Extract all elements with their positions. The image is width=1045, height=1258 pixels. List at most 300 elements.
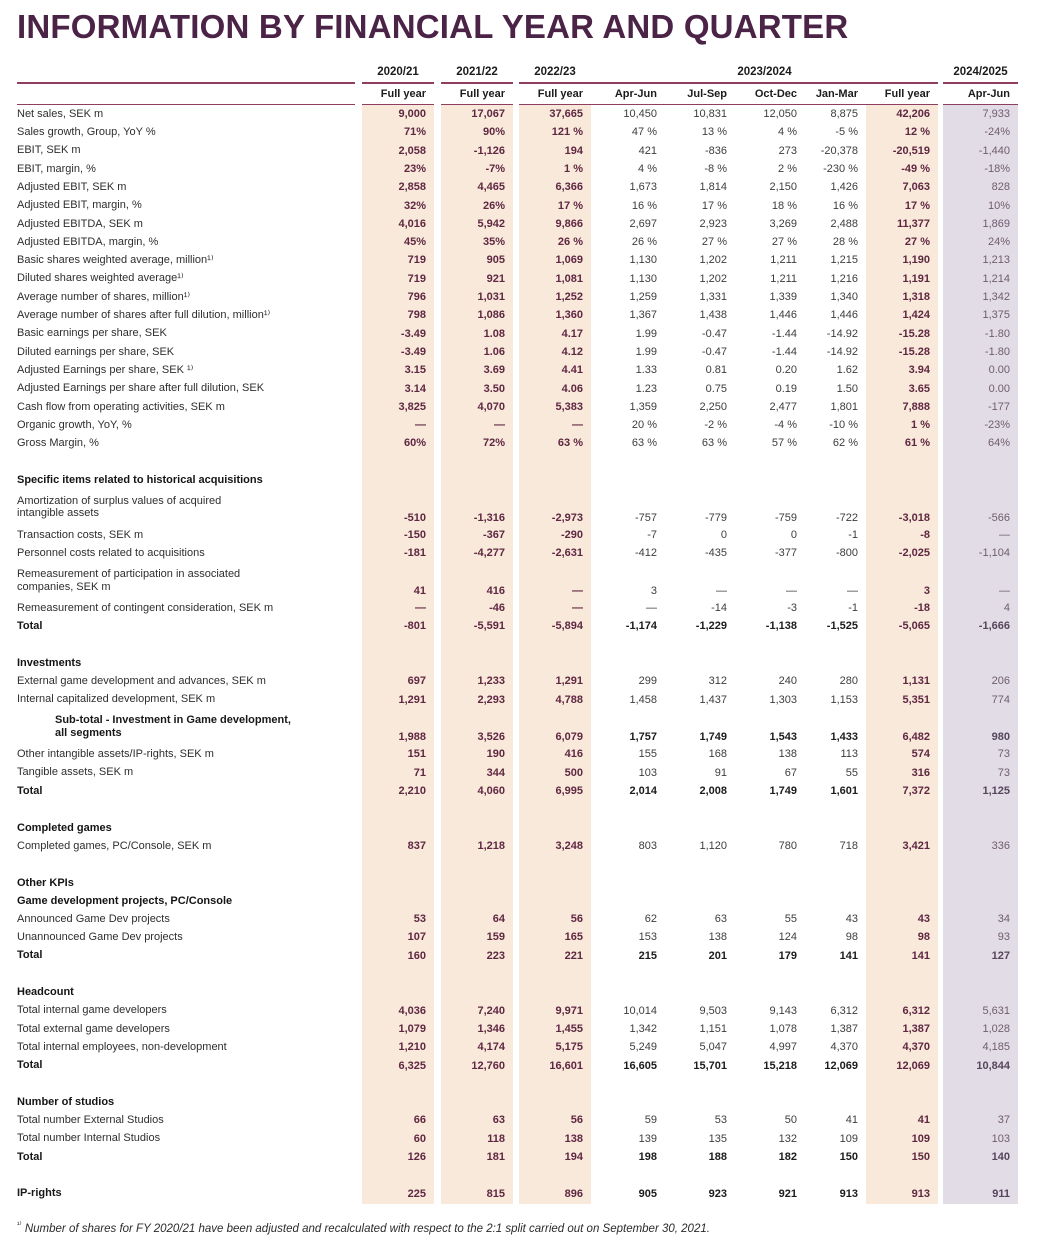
- header-year-2023-2024: 2023/2024: [591, 66, 938, 84]
- cell-value: 10,831: [693, 108, 727, 121]
- cell-value: 60%: [403, 437, 426, 450]
- cell-value: 107: [407, 931, 426, 944]
- cell-value: 299: [638, 675, 657, 688]
- cell-value: 4,070: [477, 400, 505, 413]
- cell-value: 921: [778, 1187, 797, 1200]
- cell-value: 7,372: [902, 785, 930, 798]
- cell-value: 179: [778, 949, 797, 962]
- cell-value: -800: [835, 547, 858, 560]
- cell-value: -14.92: [826, 345, 858, 358]
- table-row: [0, 1184, 1045, 1202]
- cell-value: 62: [644, 913, 657, 926]
- table-row: [0, 233, 1045, 251]
- cell-value: 344: [486, 766, 505, 779]
- cell-value: -15.28: [898, 327, 930, 340]
- cell-value: 61 %: [904, 437, 930, 450]
- cell-value: 2,210: [398, 785, 426, 798]
- section-title: Completed games: [17, 821, 112, 834]
- cell-value: —: [494, 419, 505, 432]
- table-row: [0, 123, 1045, 141]
- cell-value: 2,858: [398, 181, 426, 194]
- header-period-fy-2021-22: Full year: [441, 88, 513, 105]
- cell-value: 165: [564, 931, 583, 944]
- table-row: [0, 599, 1045, 617]
- cell-value: 796: [407, 291, 426, 304]
- cell-value: 27 %: [701, 236, 727, 249]
- row-label: Cash flow from operating activities, SEK m: [17, 400, 225, 413]
- cell-value: 3.69: [483, 364, 505, 377]
- cell-value: 1,125: [982, 785, 1010, 798]
- cell-value: 3.94: [908, 364, 930, 377]
- cell-value: 0.00: [988, 382, 1010, 395]
- cell-value: 10,844: [976, 1059, 1010, 1072]
- table-row: [0, 544, 1045, 562]
- section-title: Game development projects, PC/Console: [17, 894, 233, 907]
- cell-value: 71%: [403, 126, 426, 139]
- cell-value: 3,421: [902, 839, 930, 852]
- row-label: Other intangible assets/IP-rights, SEK m: [17, 748, 214, 761]
- cell-value: 132: [778, 1132, 797, 1145]
- cell-value: 1,340: [830, 291, 858, 304]
- table-row: [0, 910, 1045, 928]
- cell-value: —: [415, 419, 426, 432]
- header-period-fy-2023-24: Full year: [884, 87, 930, 100]
- cell-value: 63 %: [701, 437, 727, 450]
- table-row: [0, 196, 1045, 214]
- row-label: Gross Margin, %: [17, 437, 99, 450]
- cell-value: —: [999, 584, 1010, 597]
- cell-value: -150: [403, 528, 426, 541]
- cell-value: -15.28: [898, 345, 930, 358]
- cell-value: 9,503: [699, 1004, 727, 1017]
- cell-value: 35%: [482, 236, 505, 249]
- cell-value: 1,749: [769, 785, 797, 798]
- cell-value: 10%: [987, 199, 1010, 212]
- cell-value: 1,202: [699, 272, 727, 285]
- cell-value: 1.33: [635, 364, 657, 377]
- cell-value: 1,346: [477, 1022, 505, 1035]
- cell-value: 1,367: [629, 309, 657, 322]
- cell-value: 63 %: [631, 437, 657, 450]
- cell-value: -18: [914, 602, 930, 615]
- row-label: Adjusted EBIT, margin, %: [17, 199, 142, 212]
- row-label: Unannounced Game Dev projects: [17, 931, 183, 944]
- section-header-row: [0, 983, 1045, 1001]
- cell-value: 911: [992, 1187, 1010, 1200]
- header-period-apr-jun-2024: Apr-Jun: [943, 88, 1018, 105]
- table-row: [0, 1020, 1045, 1038]
- cell-value: 3,526: [477, 731, 505, 744]
- cell-value: 1,433: [830, 731, 858, 744]
- cell-value: 421: [638, 144, 657, 157]
- cell-value: 1,387: [830, 1022, 858, 1035]
- cell-value: 109: [911, 1132, 930, 1145]
- cell-value: 1,437: [699, 693, 727, 706]
- cell-value: 5,249: [629, 1041, 657, 1054]
- cell-value: 718: [839, 839, 858, 852]
- cell-value: -1: [848, 528, 858, 541]
- cell-value: 17 %: [904, 199, 930, 212]
- cell-value: 4.06: [561, 382, 583, 395]
- cell-value: -7: [647, 528, 657, 541]
- cell-value: —: [999, 528, 1010, 541]
- cell-value: -3.49: [400, 327, 426, 340]
- cell-value: 43: [845, 913, 858, 926]
- table-row: [0, 782, 1045, 800]
- cell-value: 4,185: [982, 1041, 1010, 1054]
- table-row: [0, 1056, 1045, 1074]
- table-row: [0, 672, 1045, 690]
- table-row: [0, 142, 1045, 160]
- cell-value: 1,191: [902, 272, 930, 285]
- cell-value: 41: [917, 1114, 930, 1127]
- cell-value: -5,065: [898, 620, 930, 633]
- cell-value: 1,216: [830, 272, 858, 285]
- section-header-row: [0, 873, 1045, 891]
- table-body: [0, 105, 1045, 1204]
- cell-value: 1.23: [635, 382, 657, 395]
- cell-value: 6,366: [555, 181, 583, 194]
- cell-value: 16 %: [631, 199, 657, 212]
- row-label: Completed games, PC/Console, SEK m: [17, 839, 212, 852]
- cell-value: 1,233: [477, 675, 505, 688]
- cell-value: 1,601: [830, 785, 858, 798]
- cell-value: 2,293: [477, 693, 505, 706]
- header-period-jul-sep: Jul-Sep: [687, 87, 727, 100]
- cell-value: 6,325: [398, 1059, 426, 1072]
- cell-value: -24%: [984, 126, 1010, 139]
- cell-value: 1.62: [836, 364, 858, 377]
- cell-value: -0.47: [701, 345, 727, 358]
- cell-value: 1,130: [629, 272, 657, 285]
- cell-value: 9,866: [555, 217, 583, 230]
- row-label: Announced Game Dev projects: [17, 912, 170, 925]
- cell-value: 73: [997, 748, 1010, 761]
- cell-value: -1.44: [771, 345, 797, 358]
- cell-value: 5,942: [477, 217, 505, 230]
- cell-value: -49 %: [901, 162, 930, 175]
- row-label: IP-rights: [17, 1187, 62, 1200]
- cell-value: 1,375: [982, 309, 1010, 322]
- cell-value: 2,058: [398, 144, 426, 157]
- cell-value: 16 %: [832, 199, 858, 212]
- cell-value: -1,525: [826, 620, 858, 633]
- cell-value: -4 %: [774, 419, 797, 432]
- table-row: [0, 306, 1045, 324]
- cell-value: 1,214: [982, 272, 1010, 285]
- section-header-row: [0, 892, 1045, 910]
- cell-value: 3.14: [404, 382, 426, 395]
- section-header-row: [0, 819, 1045, 837]
- table-row: [0, 1130, 1045, 1148]
- cell-value: 10,014: [623, 1004, 657, 1017]
- cell-value: 719: [407, 254, 426, 267]
- cell-value: 188: [708, 1151, 727, 1164]
- header-year-2024-2025: 2024/2025: [943, 66, 1018, 84]
- cell-value: 4,174: [477, 1041, 505, 1054]
- cell-value: 71: [413, 766, 426, 779]
- header-year-2021-22: 2021/22: [441, 66, 513, 84]
- cell-value: 9,143: [769, 1004, 797, 1017]
- cell-value: -1,316: [473, 511, 505, 524]
- cell-value: 113: [840, 748, 858, 761]
- table-header-year-row: [0, 61, 1045, 84]
- cell-value: 59: [644, 1114, 657, 1127]
- cell-value: 4,997: [769, 1041, 797, 1054]
- row-label: Adjusted EBITDA, margin, %: [17, 235, 159, 248]
- table-row: [0, 434, 1045, 452]
- cell-value: 135: [708, 1132, 727, 1145]
- row-label: Sub-total - Investment in Game development, all segments: [55, 714, 291, 740]
- cell-value: 3,269: [769, 217, 797, 230]
- cell-value: 1,360: [555, 309, 583, 322]
- cell-value: 26%: [482, 199, 505, 212]
- row-label: Personnel costs related to acquisitions: [17, 546, 205, 559]
- cell-value: 7,888: [902, 400, 930, 413]
- table-row: [0, 489, 1045, 526]
- cell-value: 2,923: [699, 217, 727, 230]
- cell-value: 1,339: [769, 291, 797, 304]
- cell-value: 4,788: [555, 693, 583, 706]
- cell-value: 12,050: [763, 108, 797, 121]
- report-page: [0, 9, 1045, 1258]
- cell-value: 23%: [403, 162, 426, 175]
- cell-value: 17 %: [557, 199, 583, 212]
- row-label: Internal capitalized development, SEK m: [17, 693, 216, 706]
- cell-value: 15,701: [693, 1059, 727, 1072]
- cell-value: -722: [835, 511, 858, 524]
- cell-value: -759: [774, 511, 797, 524]
- cell-value: -46: [489, 602, 505, 615]
- cell-value: 1 %: [911, 419, 930, 432]
- cell-value: -177: [987, 400, 1010, 413]
- cell-value: 1,210: [398, 1041, 426, 1054]
- row-label: Adjusted EBITDA, SEK m: [17, 217, 143, 230]
- cell-value: 905: [486, 254, 505, 267]
- table-row: [0, 288, 1045, 306]
- header-period-jan-mar: Jan-Mar: [815, 87, 858, 100]
- row-label: Basic shares weighted average, million¹⁾: [17, 254, 214, 267]
- cell-value: -5,894: [551, 620, 583, 633]
- cell-value: 24%: [987, 236, 1010, 249]
- cell-value: 1,218: [477, 839, 505, 852]
- cell-value: 1.99: [635, 327, 657, 340]
- cell-value: -1,174: [625, 620, 657, 633]
- cell-value: 15,218: [763, 1059, 797, 1072]
- cell-value: 41: [845, 1114, 858, 1127]
- cell-value: 53: [714, 1114, 727, 1127]
- cell-value: 64: [492, 913, 505, 926]
- cell-value: 0.81: [705, 364, 727, 377]
- cell-value: 139: [638, 1132, 657, 1145]
- cell-value: 5,175: [555, 1041, 583, 1054]
- section-title: Number of studios: [17, 1096, 115, 1109]
- cell-value: 1,202: [699, 254, 727, 267]
- cell-value: 141: [911, 949, 930, 962]
- cell-value: 43: [917, 913, 930, 926]
- cell-value: 0.19: [775, 382, 797, 395]
- cell-value: 1,446: [830, 309, 858, 322]
- cell-value: 7,933: [982, 108, 1010, 121]
- cell-value: 0.75: [705, 382, 727, 395]
- cell-value: 803: [638, 839, 657, 852]
- cell-value: 574: [911, 748, 930, 761]
- cell-value: 312: [708, 675, 727, 688]
- table-row: [0, 562, 1045, 599]
- footnote-marker: ¹⁾: [17, 1219, 22, 1229]
- cell-value: 2,488: [830, 217, 858, 230]
- row-label: Adjusted Earnings per share, SEK ¹⁾: [17, 363, 194, 376]
- cell-value: 3,248: [555, 839, 583, 852]
- cell-value: 240: [778, 675, 797, 688]
- cell-value: 1,130: [629, 254, 657, 267]
- table-row: [0, 215, 1045, 233]
- cell-value: -1,666: [978, 620, 1010, 633]
- cell-value: 1,291: [555, 675, 583, 688]
- cell-value: 1 %: [564, 162, 583, 175]
- cell-value: 4: [1003, 602, 1010, 615]
- cell-value: 201: [708, 949, 727, 962]
- cell-value: 500: [564, 766, 583, 779]
- header-period-oct-dec: Oct-Dec: [754, 87, 797, 100]
- cell-value: 1,869: [982, 217, 1010, 230]
- cell-value: 98: [917, 931, 930, 944]
- cell-value: 153: [638, 931, 657, 944]
- table-row: [0, 526, 1045, 544]
- cell-value: 1.50: [836, 382, 858, 395]
- cell-value: -5,591: [473, 620, 505, 633]
- cell-value: 12,760: [471, 1059, 505, 1072]
- cell-value: 837: [407, 839, 426, 852]
- header-period-fy-2020-21: Full year: [362, 88, 434, 105]
- header-label-spacer: [17, 82, 355, 84]
- cell-value: 42,206: [896, 108, 930, 121]
- cell-value: 1,028: [982, 1022, 1010, 1035]
- cell-value: 56: [570, 913, 583, 926]
- cell-value: 4,060: [477, 785, 505, 798]
- cell-value: 93: [997, 931, 1010, 944]
- cell-value: 32%: [403, 199, 426, 212]
- cell-value: 1,801: [830, 400, 858, 413]
- cell-value: 1,673: [629, 181, 657, 194]
- row-label: Total number Internal Studios: [17, 1132, 161, 1145]
- table-row: [0, 745, 1045, 763]
- cell-value: 194: [564, 144, 583, 157]
- cell-value: 6,079: [555, 731, 583, 744]
- cell-value: -230 %: [823, 162, 858, 175]
- table-row: [0, 379, 1045, 397]
- cell-value: 4.17: [561, 327, 583, 340]
- cell-value: 103: [991, 1132, 1010, 1145]
- cell-value: 1,120: [699, 839, 727, 852]
- cell-value: -0.47: [701, 327, 727, 340]
- cell-value: 416: [564, 748, 583, 761]
- cell-value: -8 %: [704, 162, 727, 175]
- row-label: Total external game developers: [17, 1022, 170, 1035]
- cell-value: 11,377: [896, 217, 930, 230]
- cell-value: -779: [704, 511, 727, 524]
- cell-value: 1,291: [398, 693, 426, 706]
- footnote: [17, 1220, 1045, 1235]
- cell-value: 109: [839, 1132, 858, 1145]
- footnote-text: Number of shares for FY 2020/21 have been adjusted and recalculated with respect to the 2:1 split carried out on September 30, 2021.: [24, 1222, 710, 1235]
- cell-value: 1,153: [830, 693, 858, 706]
- cell-value: 28 %: [832, 236, 858, 249]
- cell-value: 719: [407, 272, 426, 285]
- cell-value: 66: [413, 1114, 426, 1127]
- cell-value: 5,047: [699, 1041, 727, 1054]
- cell-value: 3.15: [404, 364, 426, 377]
- cell-value: 921: [486, 272, 505, 285]
- table-row: [0, 270, 1045, 288]
- cell-value: —: [716, 584, 727, 597]
- table-row: [0, 105, 1045, 123]
- cell-value: 1,757: [629, 731, 657, 744]
- cell-value: 155: [638, 748, 657, 761]
- header-year-2020-21: 2020/21: [362, 66, 434, 84]
- cell-value: 118: [487, 1132, 505, 1145]
- cell-value: 697: [407, 675, 426, 688]
- cell-value: -566: [987, 511, 1010, 524]
- cell-value: 124: [778, 931, 797, 944]
- cell-value: 55: [784, 913, 797, 926]
- cell-value: 1,190: [902, 254, 930, 267]
- cell-value: 780: [778, 839, 797, 852]
- table-row: [0, 325, 1045, 343]
- row-label: Total: [17, 949, 43, 962]
- cell-value: 13 %: [701, 126, 727, 139]
- cell-value: -3.49: [400, 345, 426, 358]
- table-row: [0, 617, 1045, 635]
- cell-value: 57 %: [771, 437, 797, 450]
- cell-value: 896: [564, 1187, 583, 1200]
- cell-value: 121 %: [551, 126, 583, 139]
- cell-value: 215: [638, 949, 657, 962]
- table-row: [0, 764, 1045, 782]
- cell-value: 1.06: [483, 345, 505, 358]
- cell-value: 198: [638, 1151, 657, 1164]
- cell-value: 221: [564, 949, 583, 962]
- cell-value: -2,631: [551, 547, 583, 560]
- cell-value: 4 %: [778, 126, 797, 139]
- cell-value: —: [572, 584, 583, 597]
- cell-value: -4,277: [473, 547, 505, 560]
- cell-value: 6,995: [555, 785, 583, 798]
- cell-value: 103: [638, 766, 657, 779]
- cell-value: 41: [413, 584, 426, 597]
- cell-value: 9,971: [555, 1004, 583, 1017]
- table-row: [0, 1002, 1045, 1020]
- cell-value: 2,477: [769, 400, 797, 413]
- cell-value: 98: [845, 931, 858, 944]
- cell-value: 60: [413, 1132, 426, 1145]
- cell-value: 1,215: [830, 254, 858, 267]
- cell-value: -1,138: [765, 620, 797, 633]
- header-period-apr-jun: Apr-Jun: [614, 87, 657, 100]
- cell-value: 225: [407, 1187, 426, 1200]
- cell-value: -367: [482, 528, 505, 541]
- cell-value: 91: [714, 766, 727, 779]
- cell-value: 5,351: [902, 693, 930, 706]
- cell-value: 206: [991, 675, 1010, 688]
- cell-value: -2,973: [551, 511, 583, 524]
- cell-value: 63: [492, 1114, 505, 1127]
- cell-value: 1,131: [902, 675, 930, 688]
- cell-value: 1,342: [629, 1022, 657, 1035]
- section-title: Specific items related to historical acquisitions: [17, 474, 263, 487]
- cell-value: 27 %: [904, 236, 930, 249]
- cell-value: 159: [486, 931, 505, 944]
